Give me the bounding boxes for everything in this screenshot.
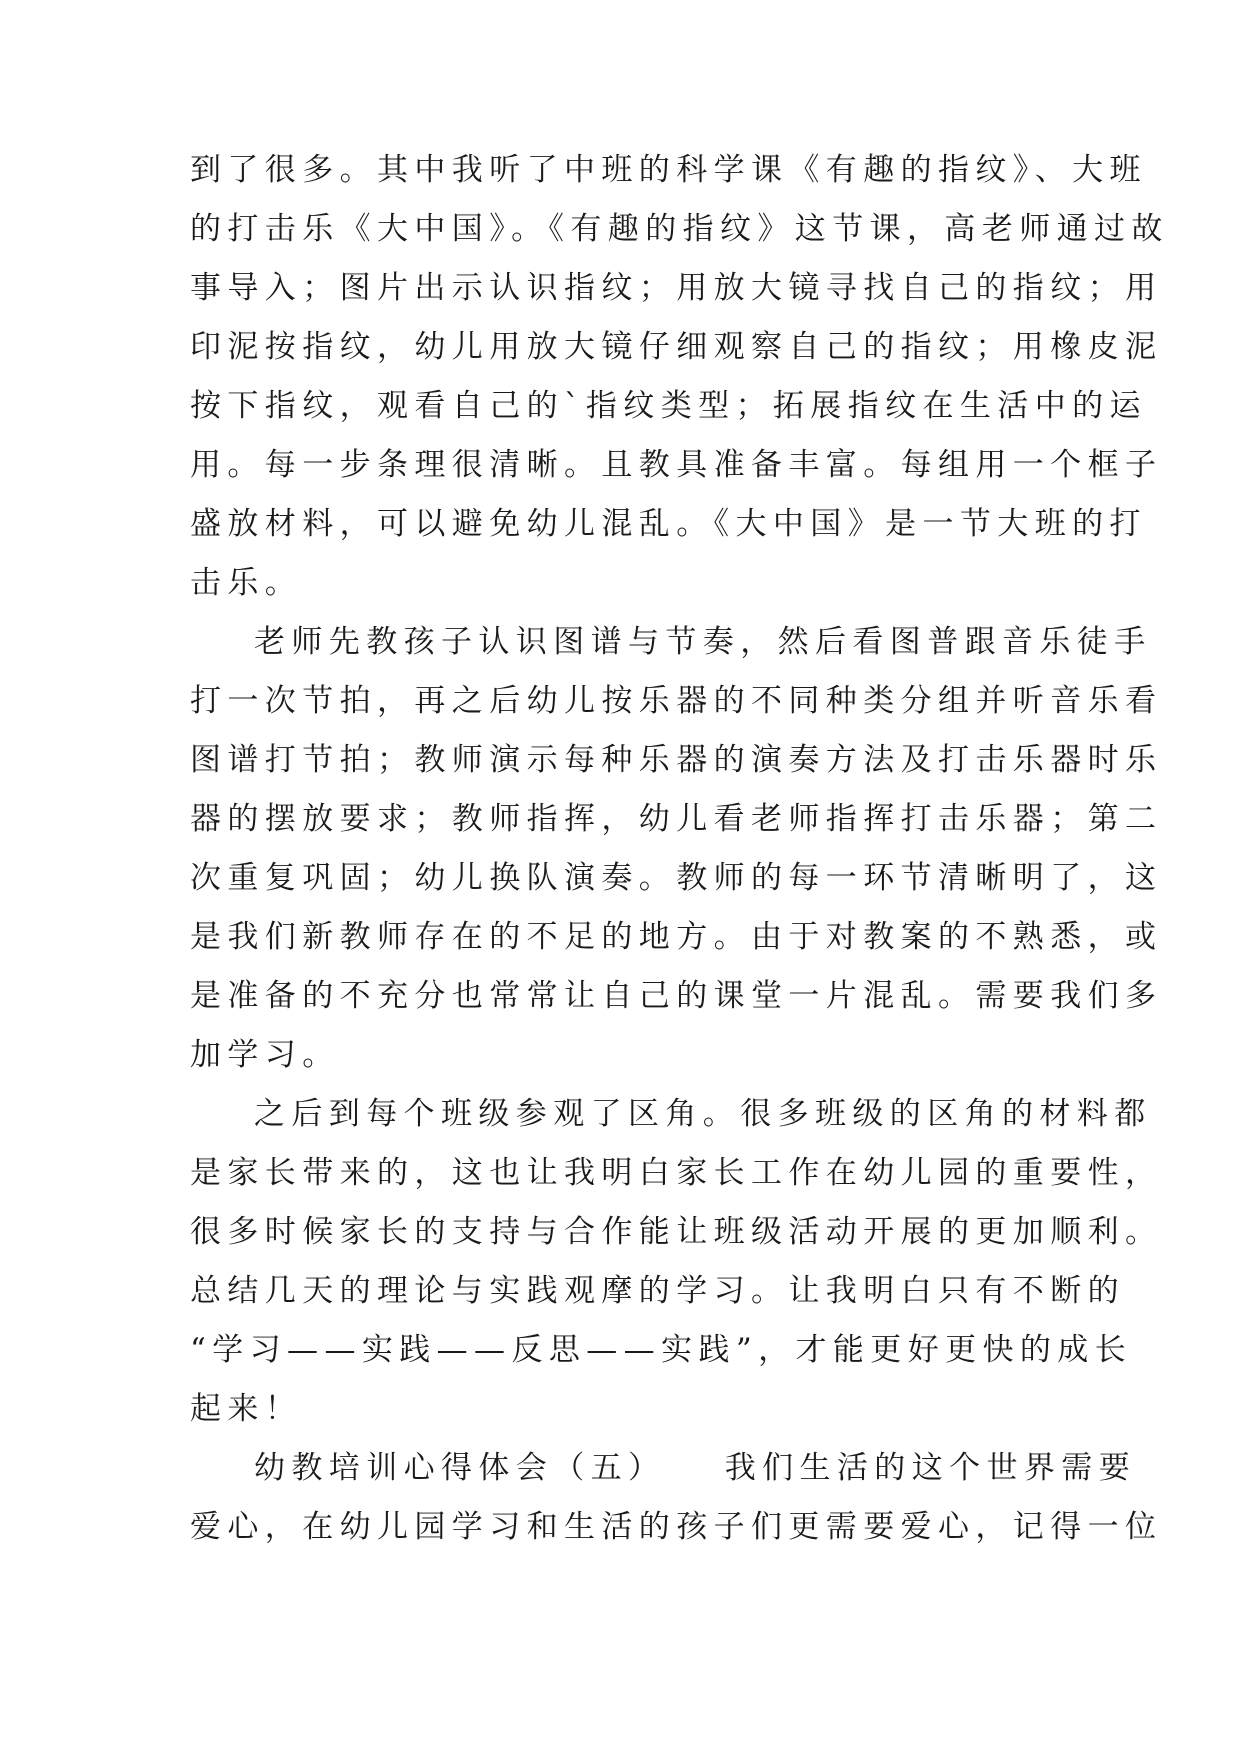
- text-line: 按下指纹，观看自己的`指纹类型；拓展指纹在生活中的运: [190, 388, 1147, 424]
- text-line: 印泥按指纹，幼儿用放大镜仔细观察自己的指纹；用橡皮泥: [190, 329, 1163, 365]
- paragraph-first-line: 老师先教孩子认识图谱与节奏，然后看图普跟音乐徒手: [254, 624, 1152, 660]
- text-line: 是准备的不充分也常常让自己的课堂一片混乱。需要我们多: [190, 978, 1163, 1014]
- text-line: 的打击乐《大中国》。《有趣的指纹》这节课，高老师通过故: [190, 211, 1169, 247]
- paragraph-first-line: 之后到每个班级参观了区角。很多班级的区角的材料都: [254, 1096, 1152, 1132]
- text-line: 用。每一步条理很清晰。且教具准备丰富。每组用一个框子: [190, 447, 1163, 483]
- text-line: 击乐。: [190, 565, 303, 601]
- text-line: 是我们新教师存在的不足的地方。由于对教案的不熟悉，或: [190, 919, 1163, 955]
- text-line: 盛放材料，可以避免幼儿混乱。《大中国》是一节大班的打: [190, 506, 1147, 542]
- paragraph-first-line: 幼教培训心得体会（五） 我们生活的这个世界需要: [254, 1450, 1137, 1486]
- text-line: 很多时候家长的支持与合作能让班级活动开展的更加顺利。: [190, 1214, 1163, 1250]
- text-line: 次重复巩固；幼儿换队演奏。教师的每一环节清晰明了，这: [190, 860, 1163, 896]
- text-line: “学习——实践——反思——实践”，才能更好更快的成长: [190, 1332, 1133, 1368]
- text-line: 总结几天的理论与实践观摩的学习。让我明白只有不断的: [190, 1273, 1125, 1309]
- text-line: 打一次节拍，再之后幼儿按乐器的不同种类分组并听音乐看: [190, 683, 1163, 719]
- text-line: 是家长带来的，这也让我明白家长工作在幼儿园的重要性，: [190, 1155, 1163, 1191]
- text-line: 图谱打节拍；教师演示每种乐器的演奏方法及打击乐器时乐: [190, 742, 1163, 778]
- text-line: 器的摆放要求；教师指挥，幼儿看老师指挥打击乐器；第二: [190, 801, 1163, 837]
- text-line: 事导入；图片出示认识指纹；用放大镜寻找自己的指纹；用: [190, 270, 1163, 306]
- text-line: 爱心，在幼儿园学习和生活的孩子们更需要爱心，记得一位: [190, 1509, 1163, 1545]
- text-line: 起来！: [190, 1391, 303, 1427]
- text-line: 到了很多。其中我听了中班的科学课《有趣的指纹》、大班: [190, 152, 1147, 188]
- text-line: 加学习。: [190, 1037, 340, 1073]
